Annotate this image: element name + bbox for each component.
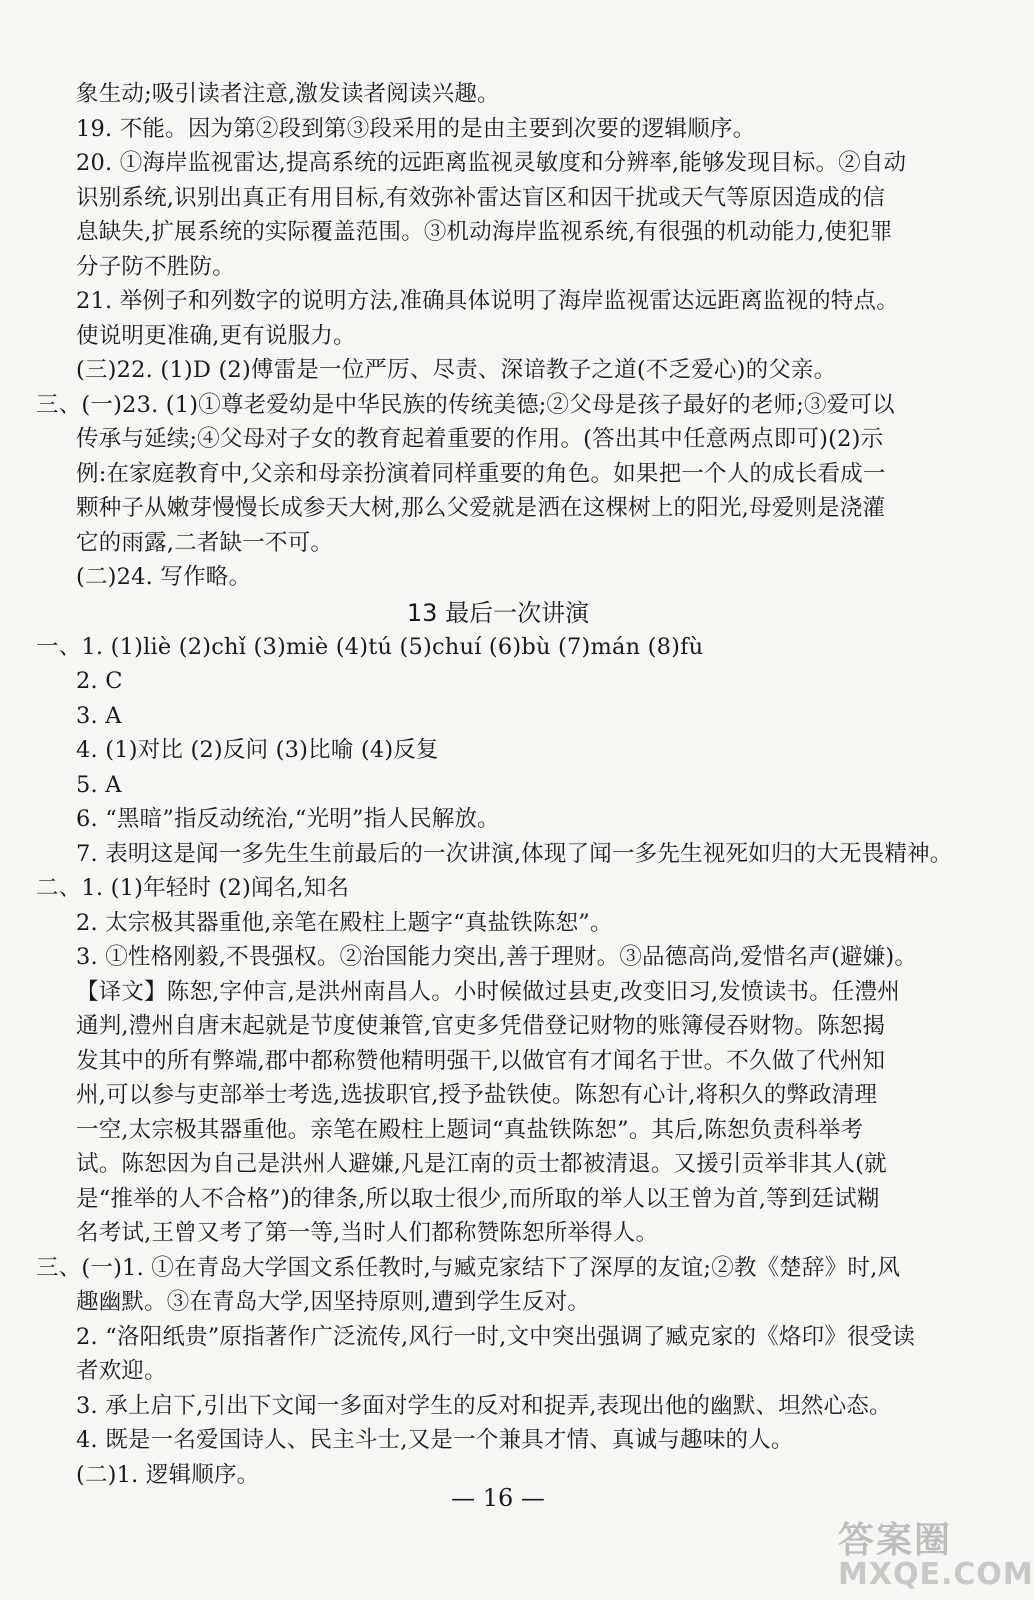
line-01: 象生动;吸引读者注意,激发读者阅读兴趣。	[76, 81, 500, 107]
line-19: 3. A	[76, 703, 122, 729]
line-06: 分子防不胜防。	[76, 254, 235, 280]
line-39: 3. 承上启下,引出下文闻一多面对学生的反对和捉弄,表现出他的幽默、坦然心态。	[76, 1393, 892, 1419]
line-15: (二)24. 写作略。	[76, 564, 252, 590]
line-29: 发其中的所有弊端,郡中都称赞他精明强干,以做官有才闻名于世。不久做了代州知	[76, 1048, 886, 1074]
line-10: 三、(一)23. (1)①尊老爱幼是中华民族的传统美德;②父母是孩子最好的老师;③爱可以	[36, 392, 895, 418]
line-31: 一空,太宗极其器重他。亲笔在殿柱上题词“真盐铁陈恕”。其后,陈恕负责科举考	[76, 1117, 864, 1143]
line-12: 例:在家庭教育中,父亲和母亲扮演着同样重要的角色。如果把一个人的成长看成一	[76, 461, 886, 487]
line-02: 19. 不能。因为第②段到第③段采用的是由主要到次要的逻辑顺序。	[76, 116, 756, 142]
line-26: 3. ①性格刚毅,不畏强权。②治国能力突出,善于理财。③品德高尚,爱惜名声(避嫌)。	[76, 944, 918, 970]
line-17: 一、1. (1)liè (2)chǐ (3)miè (4)tú (5)chuí (6)bù (7)mán (8)fù	[36, 634, 704, 660]
line-21: 5. A	[76, 772, 122, 798]
section-title: 13 最后一次讲演	[406, 599, 590, 627]
line-38: 者欢迎。	[76, 1358, 167, 1384]
line-05: 息缺失,扩展系统的实际覆盖范围。③机动海岸监视系统,有很强的机动能力,使犯罪	[76, 219, 893, 245]
line-08: 使说明更准确,更有说服力。	[76, 323, 356, 349]
line-34: 名考试,王曾又考了第一等,当时人们都称赞陈恕所举得人。	[76, 1220, 659, 1246]
line-14: 它的雨露,二者缺一不可。	[76, 530, 334, 556]
line-33: 是“推举的人不合格”)的律条,所以取士很少,而所取的举人以王曾为首,等到廷试糊	[76, 1186, 880, 1212]
watermark-url: MXQE.COM	[838, 1557, 1034, 1592]
line-11: 传承与延续;④父母对子女的教育起着重要的作用。(答出其中任意两点即可)(2)示	[76, 426, 884, 452]
line-24: 二、1. (1)年轻时 (2)闻名,知名	[36, 875, 350, 901]
line-23: 7. 表明这是闻一多先生生前最后的一次讲演,体现了闻一多先生视死如归的大无畏精神。	[76, 841, 953, 867]
line-30: 州,可以参与吏部举士考选,选拔职官,授予盐铁使。陈恕有心计,将积久的弊政清理	[76, 1082, 878, 1108]
line-04: 识别系统,识别出真正有用目标,有效弥补雷达盲区和因干扰或天气等原因造成的信	[76, 185, 886, 211]
line-32: 试。陈恕因为自己是洪州人避嫌,凡是江南的贡士都被清退。又援引贡举非其人(就	[76, 1151, 887, 1177]
line-36: 趣幽默。③在青岛大学,因坚持原则,遭到学生反对。	[76, 1289, 591, 1315]
line-35: 三、(一)1. ①在青岛大学国文系任教时,与臧克家结下了深厚的友谊;②教《楚辞》时,风	[36, 1255, 901, 1281]
line-28: 通判,澧州自唐末起就是节度使兼管,官吏多凭借登记财物的账簿侵吞财物。陈恕揭	[76, 1013, 886, 1039]
line-40: 4. 既是一名爱国诗人、民主斗士,又是一个兼具才情、真诚与趣味的人。	[76, 1427, 794, 1453]
line-18: 2. C	[76, 668, 123, 694]
watermark	[838, 1512, 1034, 1592]
line-41: (二)1. 逻辑顺序。	[76, 1462, 260, 1488]
watermark-logo: 答案圈	[838, 1520, 953, 1561]
line-09: (三)22. (1)D (2)傅雷是一位严厉、尽责、深谙教子之道(不乏爱心)的父亲。	[76, 357, 837, 383]
line-22: 6. “黑暗”指反动统治,“光明”指人民解放。	[76, 806, 500, 832]
page-number: — 16 —	[451, 1484, 545, 1512]
line-07: 21. 举例子和列数字的说明方法,准确具体说明了海岸监视雷达远距离监视的特点。	[76, 288, 899, 314]
line-03: 20. ①海岸监视雷达,提高系统的远距离监视灵敏度和分辨率,能够发现目标。②自动	[76, 150, 907, 176]
line-25: 2. 太宗极其器重他,亲笔在殿柱上题字“真盐铁陈恕”。	[76, 910, 613, 936]
line-37: 2. “洛阳纸贵”原指著作广泛流传,风行一时,文中突出强调了臧克家的《烙印》很受读	[76, 1324, 916, 1350]
line-20: 4. (1)对比 (2)反问 (3)比喻 (4)反复	[76, 737, 439, 763]
line-13: 颗种子从嫩芽慢慢长成参天大树,那么父爱就是洒在这棵树上的阳光,母爱则是浇灌	[76, 495, 886, 521]
line-27: 【译文】陈恕,字仲言,是洪州南昌人。小时候做过县吏,改变旧习,发愤读书。任澧州	[76, 979, 900, 1005]
